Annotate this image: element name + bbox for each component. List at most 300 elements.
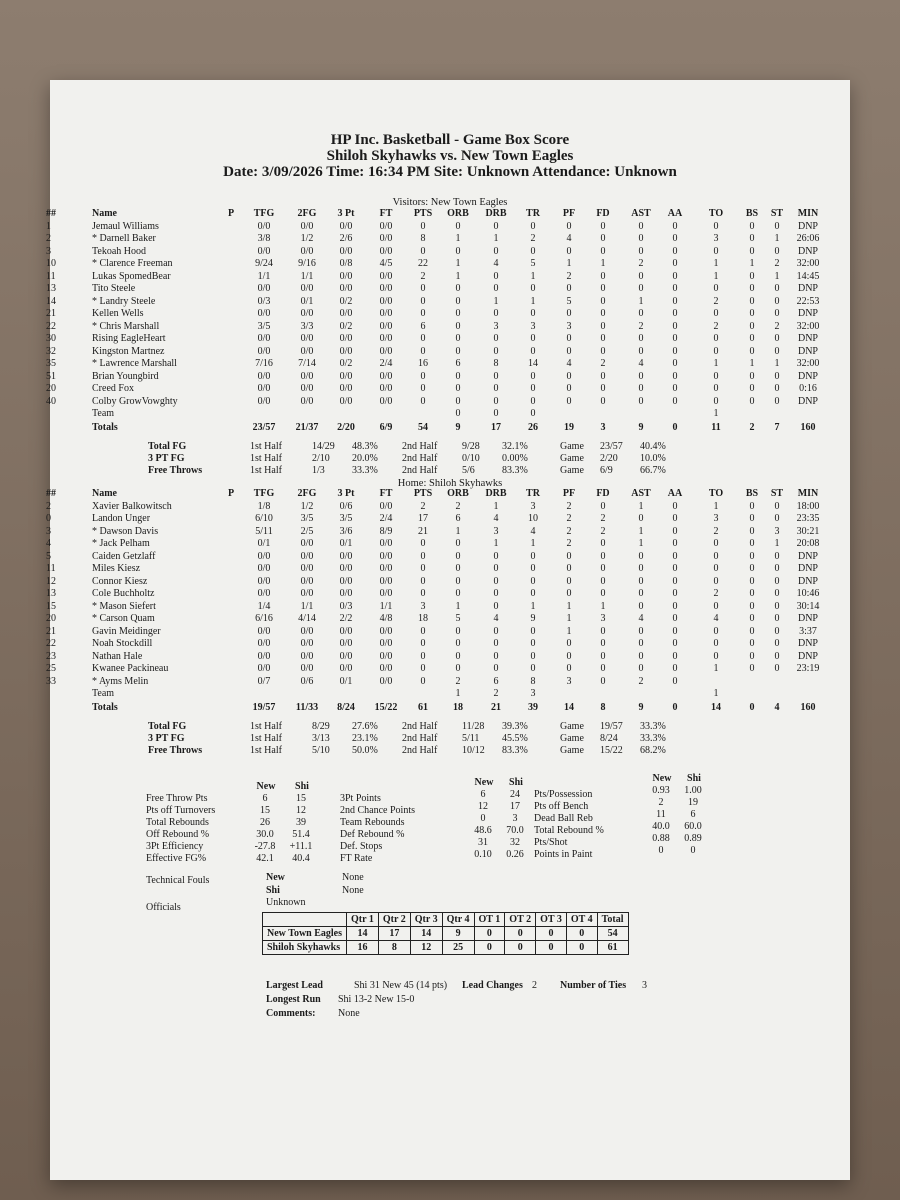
cell-bs: 2 [749, 421, 755, 433]
cell-aa: 0 [672, 220, 678, 232]
stat-shi-value: 3 [512, 813, 518, 824]
cell-drb: 0 [493, 220, 499, 232]
cell-tr: 3 [530, 688, 536, 699]
shooting-value: 3/13 [312, 732, 330, 744]
stat-label: Effective FG% [146, 853, 207, 864]
cell-orb: ORB [447, 488, 469, 499]
cell-3pt: 0/2 [339, 295, 353, 307]
quarter-header-cell: Qtr 2 [378, 913, 410, 927]
cell-min: 30:14 [796, 600, 820, 612]
cell-min: 23:19 [796, 663, 820, 674]
shooting-value: 9/28 [462, 440, 480, 452]
shooting-value: 83.3% [502, 744, 528, 756]
cell-st: 0 [774, 638, 780, 649]
cell-bs: 0 [749, 233, 755, 244]
cell-aa: 0 [672, 538, 678, 549]
player-row [46, 638, 850, 650]
cell-ft: 0/0 [379, 500, 393, 512]
stat-shi-value: 0.89 [684, 833, 702, 844]
cell-number: 15 [46, 600, 56, 612]
stat-new-value: 0.10 [474, 849, 492, 860]
cell-pf: 19 [564, 421, 574, 433]
player-row [46, 370, 850, 383]
cell-to: 2 [713, 320, 719, 332]
cell-orb: 5 [455, 613, 461, 624]
cell-3pt: 0/0 [339, 345, 353, 357]
shooting-value: 20.0% [352, 452, 378, 464]
shooting-value: 83.3% [502, 464, 528, 476]
cell-aa: 0 [672, 638, 678, 649]
shooting-value: 33.3% [640, 720, 666, 732]
cell-min: 32:00 [796, 320, 820, 332]
cell-name: Jemaul Williams [92, 220, 159, 232]
cell-number: ## [46, 488, 56, 499]
cell-number: 1 [46, 220, 51, 232]
shooting-summary-row [50, 453, 850, 465]
quarter-score-cell: 14 [347, 927, 379, 941]
shooting-value: 50.0% [352, 744, 378, 756]
cell-number: 25 [46, 663, 56, 674]
cell-tr: 0 [530, 638, 536, 649]
cell-tfg: 0/0 [257, 588, 271, 599]
cell-fd: 0 [600, 538, 606, 549]
stat-shi-value: 12 [296, 805, 306, 816]
cell-2fg: 0/0 [300, 283, 314, 294]
cell-tr: 0 [530, 575, 536, 587]
player-row [46, 233, 850, 245]
cell-drb: 21 [491, 701, 501, 713]
cell-fd: FD [596, 488, 610, 499]
cell-st: 1 [774, 270, 780, 282]
cell-orb: 0 [455, 220, 461, 232]
cell-tr: 1 [530, 270, 536, 282]
shooting-value: 33.3% [640, 732, 666, 744]
cell-to: 14 [711, 701, 721, 713]
largest-lead-value: Shi 31 New 45 (14 pts) [354, 980, 448, 991]
cell-ast: 0 [638, 575, 644, 587]
lead-changes-value: 2 [532, 980, 537, 991]
cell-drb: 0 [493, 638, 499, 649]
cell-pf: 0 [566, 333, 572, 344]
quarter-score-cell: 0 [566, 927, 597, 941]
cell-pts: 0 [420, 675, 426, 687]
cell-fd: 0 [600, 625, 606, 637]
stat-new-value: 15 [260, 805, 270, 816]
quarter-team-name: Shiloh Skyhawks [263, 941, 347, 955]
cell-number: 21 [46, 308, 56, 319]
cell-ast: 9 [638, 421, 644, 433]
cell-orb: 0 [455, 245, 461, 257]
cell-tr: 9 [530, 613, 536, 624]
cell-to: 0 [713, 395, 719, 407]
cell-to: 3 [713, 233, 719, 244]
cell-2fg: 0/0 [300, 538, 314, 549]
cell-name: Kellen Wells [92, 308, 144, 319]
cell-min: DNP [797, 245, 818, 257]
cell-2fg: 0/1 [300, 295, 314, 307]
cell-orb: 0 [455, 395, 461, 407]
cell-2fg: 9/16 [298, 258, 316, 269]
cell-fd: 2 [600, 358, 606, 369]
cell-pts: 0 [420, 538, 426, 549]
cell-aa: 0 [672, 550, 678, 562]
stat-shi-value: 40.4 [292, 853, 310, 864]
shooting-summary-row [50, 745, 850, 757]
cell-tfg: 19/57 [252, 701, 276, 713]
player-row [46, 258, 850, 270]
cell-min: 23:35 [796, 513, 820, 524]
cell-to: 0 [713, 625, 719, 637]
cell-drb: 1 [493, 295, 499, 307]
shooting-value: 2nd Half [402, 440, 438, 452]
cell-orb: 0 [455, 345, 461, 357]
cell-fd: 0 [600, 663, 606, 674]
cell-st: 0 [774, 295, 780, 307]
player-row [46, 663, 850, 675]
player-row [46, 358, 850, 370]
cell-to: 0 [713, 245, 719, 257]
cell-bs: 0 [749, 638, 755, 649]
stat-new-value: 6 [262, 793, 268, 804]
cell-pf: 0 [566, 220, 572, 232]
cell-orb: 6 [455, 513, 461, 524]
cell-aa: 0 [672, 650, 678, 662]
shooting-value: 48.3% [352, 440, 378, 452]
stat-new-value: 0 [480, 813, 486, 824]
cell-pf: 5 [566, 295, 572, 307]
player-row [50, 408, 850, 420]
cell-to: TO [708, 488, 724, 499]
cell-pts: 0 [420, 383, 426, 394]
cell-to: 1 [713, 358, 719, 369]
cell-ft: 8/9 [379, 525, 393, 537]
cell-2fg: 0/0 [300, 345, 314, 357]
cell-ast: 0 [638, 600, 644, 612]
cell-pf: 0 [566, 345, 572, 357]
cell-fd: 1 [600, 600, 606, 612]
player-row [46, 283, 850, 295]
cell-to: 1 [713, 688, 719, 699]
shooting-value: 0.00% [502, 452, 528, 464]
cell-tr: 1 [530, 600, 536, 612]
player-row [46, 613, 850, 625]
cell-aa: 0 [672, 588, 678, 599]
cell-3pt: 0/0 [339, 638, 353, 649]
cell-st: 0 [774, 220, 780, 232]
cell-2fg: 0/0 [300, 220, 314, 232]
cell-orb: 0 [455, 650, 461, 662]
cell-name: Team [92, 408, 115, 419]
cell-ft: 0/0 [379, 233, 393, 244]
cell-aa: 0 [672, 600, 678, 612]
cell-orb: 1 [455, 525, 461, 537]
new-col-header: New [256, 781, 276, 792]
player-row [46, 563, 850, 575]
cell-ft: 0/0 [379, 638, 393, 649]
cell-tr: 2 [530, 233, 536, 244]
cell-tfg: 0/0 [257, 575, 271, 587]
cell-bs: BS [745, 208, 759, 219]
stat-label: Def. Stops [340, 841, 383, 852]
cell-pf: 0 [566, 283, 572, 294]
cell-tfg: 0/7 [257, 675, 271, 687]
cell-tr: 14 [528, 358, 538, 369]
cell-3pt: 0/8 [339, 258, 353, 269]
shooting-value: 19/57 [600, 720, 623, 732]
cell-3pt: 0/0 [339, 663, 353, 674]
cell-pf: 0 [566, 588, 572, 599]
cell-min: 32:00 [796, 258, 820, 269]
cell-ft: 0/0 [379, 245, 393, 257]
cell-aa: 0 [672, 358, 678, 369]
cell-drb: 0 [493, 370, 499, 382]
shooting-value: 23/57 [600, 440, 623, 452]
player-row [46, 650, 850, 663]
cell-tr: 0 [530, 308, 536, 319]
cell-st: 0 [774, 650, 780, 662]
cell-drb: 6 [493, 675, 499, 687]
cell-tfg: 6/16 [255, 613, 273, 624]
cell-pts: 54 [418, 421, 428, 433]
quarter-score-cell: 8 [378, 941, 410, 955]
cell-bs: 0 [749, 500, 755, 512]
home-section-title: Home: Shiloh Skyhawks [397, 478, 503, 489]
shooting-value: 1st Half [250, 464, 282, 476]
cell-to: 2 [713, 295, 719, 307]
cell-pts: 18 [418, 613, 428, 624]
cell-ast: 0 [638, 550, 644, 562]
cell-ast: 0 [638, 270, 644, 282]
cell-to: 0 [713, 638, 719, 649]
cell-ast: 0 [638, 395, 644, 407]
cell-ft: 0/0 [379, 320, 393, 332]
cell-orb: 1 [455, 600, 461, 612]
cell-orb: ORB [447, 208, 469, 219]
cell-min: 160 [800, 701, 816, 713]
cell-min: 14:45 [796, 270, 820, 282]
cell-tfg: 0/0 [257, 333, 271, 344]
cell-drb: 0 [493, 625, 499, 637]
shooting-label: Free Throws [148, 744, 203, 756]
player-row [46, 345, 850, 358]
shooting-value: Game [560, 720, 584, 732]
cell-tr: 1 [530, 295, 536, 307]
cell-3pt: 0/0 [339, 395, 353, 407]
cell-pts: 0 [420, 395, 426, 407]
cell-3pt: 0/0 [339, 383, 353, 394]
matchup-title: Shiloh Skyhawks vs. New Town Eagles [326, 148, 574, 164]
shooting-value: 66.7% [640, 464, 666, 476]
cell-number: 22 [46, 638, 56, 649]
cell-name: Miles Kiesz [92, 563, 141, 574]
cell-min: 18:00 [796, 500, 820, 512]
cell-3pt: 0/2 [339, 320, 353, 332]
cell-min: 160 [800, 421, 816, 433]
cell-pf: 0 [566, 663, 572, 674]
stat-shi-value: 17 [510, 801, 520, 812]
cell-drb: 0 [493, 333, 499, 344]
cell-pts: 2 [420, 270, 426, 282]
quarter-score-cell: 61 [597, 941, 628, 955]
cell-fd: 0 [600, 345, 606, 357]
cell-ft: 0/0 [379, 370, 393, 382]
cell-drb: 4 [493, 258, 499, 269]
cell-ast: 1 [638, 500, 644, 512]
cell-pf: 3 [566, 675, 572, 687]
cell-ast: 0 [638, 663, 644, 674]
cell-drb: 0 [493, 308, 499, 319]
cell-2fg: 0/0 [300, 638, 314, 649]
cell-st: 0 [774, 370, 780, 382]
cell-orb: 6 [455, 358, 461, 369]
cell-number: 32 [46, 345, 56, 357]
shooting-label: Free Throws [148, 464, 203, 476]
cell-ast: AST [631, 488, 651, 499]
cell-drb: 4 [493, 513, 499, 524]
cell-number: 40 [46, 395, 56, 407]
cell-to: 1 [713, 258, 719, 269]
quarter-score-cell: 0 [505, 941, 536, 955]
report-title: HP Inc. Basketball - Game Box Score [330, 132, 570, 148]
stat-label: Pts off Turnovers [146, 805, 216, 816]
cell-name: Xavier Balkowitsch [92, 500, 172, 512]
cell-ast: 0 [638, 638, 644, 649]
cell-aa: 0 [672, 421, 678, 433]
player-row [46, 525, 850, 538]
cell-3pt: 0/0 [339, 220, 353, 232]
cell-2fg: 2FG [297, 208, 317, 219]
quarter-header-cell: OT 1 [474, 913, 505, 927]
cell-3pt: 0/2 [339, 358, 353, 369]
cell-drb: 0 [493, 663, 499, 674]
cell-to: TO [708, 208, 724, 219]
cell-number: 13 [46, 283, 56, 294]
cell-ft: 0/0 [379, 675, 393, 687]
cell-bs: 0 [749, 563, 755, 574]
cell-tr: 1 [530, 538, 536, 549]
cell-orb: 0 [455, 663, 461, 674]
cell-number: 0 [46, 513, 51, 524]
cell-3pt: 3 Pt [337, 208, 355, 219]
stat-shi-value: 60.0 [684, 821, 702, 832]
cell-name: Caiden Getzlaff [92, 550, 156, 562]
cell-drb: 1 [493, 538, 499, 549]
quarter-score-cell: 0 [566, 941, 597, 955]
shooting-label: 3 PT FG [148, 732, 185, 744]
cell-number: 2 [46, 233, 51, 244]
cell-pf: 0 [566, 650, 572, 662]
cell-name: Colby GrowVowghty [92, 395, 178, 407]
cell-ast: AST [631, 208, 651, 219]
quarter-score-cell: 0 [474, 941, 505, 955]
cell-ft: 0/0 [379, 395, 393, 407]
cell-min: DNP [797, 395, 818, 407]
technical-shi-label: Shi [266, 885, 280, 896]
cell-drb: 1 [493, 233, 499, 244]
cell-3pt: 2/2 [339, 613, 353, 624]
shooting-value: 1/3 [312, 464, 325, 476]
cell-3pt: 0/0 [339, 563, 353, 574]
cell-aa: 0 [672, 308, 678, 319]
cell-number: 13 [46, 588, 56, 599]
cell-ast: 0 [638, 283, 644, 294]
cell-pts: 0 [420, 588, 426, 599]
cell-2fg: 0/0 [300, 575, 314, 587]
shooting-value: 2nd Half [402, 732, 438, 744]
cell-ft: 0/0 [379, 538, 393, 549]
new-col-header: New [474, 777, 494, 788]
quarter-score-table [262, 912, 629, 955]
cell-fd: 0 [600, 245, 606, 257]
cell-ft: 0/0 [379, 283, 393, 294]
quarter-header-cell: Qtr 3 [410, 913, 442, 927]
quarter-header-cell [263, 913, 347, 927]
cell-tfg: 5/11 [255, 525, 273, 537]
cell-fd: 0 [600, 370, 606, 382]
cell-2fg: 0/0 [300, 563, 314, 574]
cell-ft: 2/4 [379, 358, 393, 369]
cell-ast: 0 [638, 625, 644, 637]
cell-drb: 0 [493, 563, 499, 574]
cell-tfg: 0/0 [257, 345, 271, 357]
cell-st: ST [770, 488, 784, 499]
shooting-value: 1st Half [250, 732, 282, 744]
cell-name: Gavin Meidinger [92, 625, 161, 637]
shooting-value: 68.2% [640, 744, 666, 756]
stat-new-value: 48.6 [474, 825, 492, 836]
player-row [46, 675, 850, 688]
cell-orb: 0 [455, 638, 461, 649]
cell-3pt: 0/0 [339, 333, 353, 344]
cell-bs: 0 [749, 550, 755, 562]
quarter-team-name: New Town Eagles [263, 927, 347, 941]
cell-drb: 0 [493, 650, 499, 662]
cell-drb: 3 [493, 525, 499, 537]
cell-drb: 1 [493, 500, 499, 512]
cell-aa: 0 [672, 625, 678, 637]
player-row [46, 270, 850, 283]
shooting-value: 2nd Half [402, 464, 438, 476]
cell-name: Brian Youngbird [92, 370, 159, 382]
quarter-score-cell: 16 [347, 941, 379, 955]
player-row [50, 688, 850, 700]
cell-ast: 0 [638, 345, 644, 357]
stat-label: Pts/Shot [534, 837, 568, 848]
cell-name: Name [92, 208, 117, 219]
cell-ft: 0/0 [379, 333, 393, 344]
cell-min: DNP [797, 220, 818, 232]
stat-label: 3Pt Points [340, 793, 381, 804]
quarter-header-row [263, 913, 629, 927]
cell-drb: 3 [493, 320, 499, 332]
cell-fd: 3 [600, 421, 606, 433]
shooting-value: Game [560, 744, 584, 756]
stat-shi-value: 15 [296, 793, 306, 804]
shooting-value: 0/10 [462, 452, 480, 464]
cell-to: 1 [713, 500, 719, 512]
cell-min: DNP [797, 550, 818, 562]
ties-label: Number of Ties [560, 980, 627, 991]
cell-name: * Chris Marshall [92, 320, 160, 332]
cell-tr: 3 [530, 320, 536, 332]
cell-min: 0:16 [799, 383, 817, 394]
cell-name: * Carson Quam [92, 613, 155, 624]
cell-pts: 0 [420, 550, 426, 562]
cell-ft: 15/22 [374, 701, 398, 713]
stat-shi-value: 6 [690, 809, 696, 820]
cell-ast: 2 [638, 675, 644, 687]
cell-tr: TR [526, 488, 540, 499]
